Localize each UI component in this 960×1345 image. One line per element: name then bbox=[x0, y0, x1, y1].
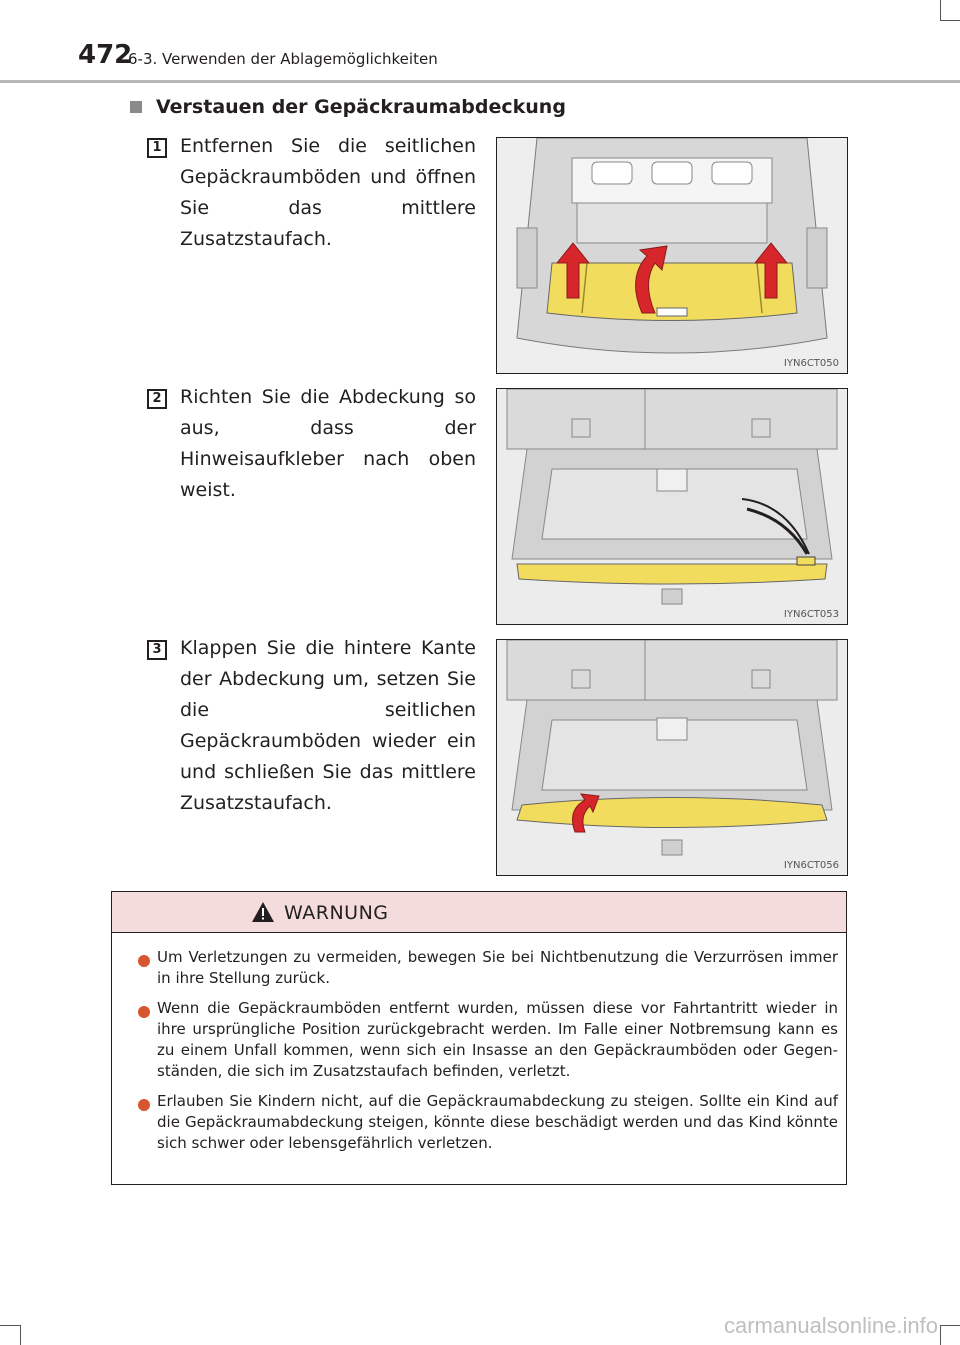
step-3-text: Klappen Sie die hintere Kante der Abdeckung um, setzen Sie die seitlichen Gepäckraumböden wieder ein und schließen Sie das mittlere Zusatzstaufach. bbox=[180, 637, 476, 814]
step-2-badge: 2 bbox=[147, 389, 167, 409]
image-code: IYN6CT050 bbox=[783, 358, 839, 369]
step-3-badge: 3 bbox=[147, 640, 167, 660]
step-1-text: Entfernen Sie die seitlichen Gepäckraumböden und öffnen Sie das mittlere Zusatzstaufach. bbox=[180, 135, 476, 250]
warning-triangle-icon bbox=[251, 901, 275, 923]
crop-mark bbox=[940, 20, 960, 21]
crop-mark bbox=[940, 0, 941, 20]
warning-item: Wenn die Gepäckraumböden entfernt wurden, müssen diese vor Fahrtantritt wieder in ihre ursprüngliche Position zurückgebracht werden. Im Falle einer Notbremsung kann es zu einem Unfall kommen, wenn sich ein Insasse an den Gepäckraumböden oder Gegen-ständen, die sich im Zusatzstaufach befinden, verletzt. bbox=[157, 999, 838, 1080]
warning-item: Erlauben Sie Kindern nicht, auf die Gepäckraumabdeckung zu steigen. Sollte ein Kind auf die Gepäckraumabdeckung steigen, könnte diese beschädigt werden und das Kind könnte sich schwer oder lebensgefährlich verletzen. bbox=[157, 1092, 838, 1152]
heading-square-icon bbox=[130, 101, 142, 113]
header-rule bbox=[0, 80, 960, 83]
warning-title: WARNUNG bbox=[284, 902, 389, 924]
warning-box bbox=[111, 891, 847, 1185]
step-1-illustration bbox=[496, 137, 848, 374]
page-number: 472 bbox=[78, 40, 133, 70]
crop-mark bbox=[0, 1325, 20, 1326]
bullet-icon bbox=[138, 1099, 150, 1111]
crop-mark bbox=[20, 1325, 21, 1345]
warning-header bbox=[112, 892, 846, 933]
crop-mark bbox=[940, 1325, 941, 1345]
bullet-icon bbox=[138, 1006, 150, 1018]
image-code: IYN6CT053 bbox=[783, 609, 839, 620]
warning-item: Um Verletzungen zu vermeiden, bewegen Sie bei Nichtbenutzung die Verzurrösen immer in ihre Stellung zurück. bbox=[157, 948, 838, 987]
section-title: 6-3. Verwenden der Ablagemöglichkeiten bbox=[128, 50, 438, 68]
step-2-text: Richten Sie die Abdeckung so aus, dass der Hinweisaufkleber nach oben weist. bbox=[180, 386, 476, 501]
footer-watermark: carmanualsonline.info bbox=[723, 1313, 938, 1338]
page-heading: Verstauen der Gepäckraumabdeckung bbox=[156, 96, 566, 118]
step-1-badge: 1 bbox=[147, 138, 167, 158]
image-code: IYN6CT056 bbox=[783, 860, 839, 871]
bullet-icon bbox=[138, 955, 150, 967]
crop-mark bbox=[940, 1325, 960, 1326]
step-2-illustration bbox=[496, 388, 848, 625]
step-3-illustration bbox=[496, 639, 848, 876]
